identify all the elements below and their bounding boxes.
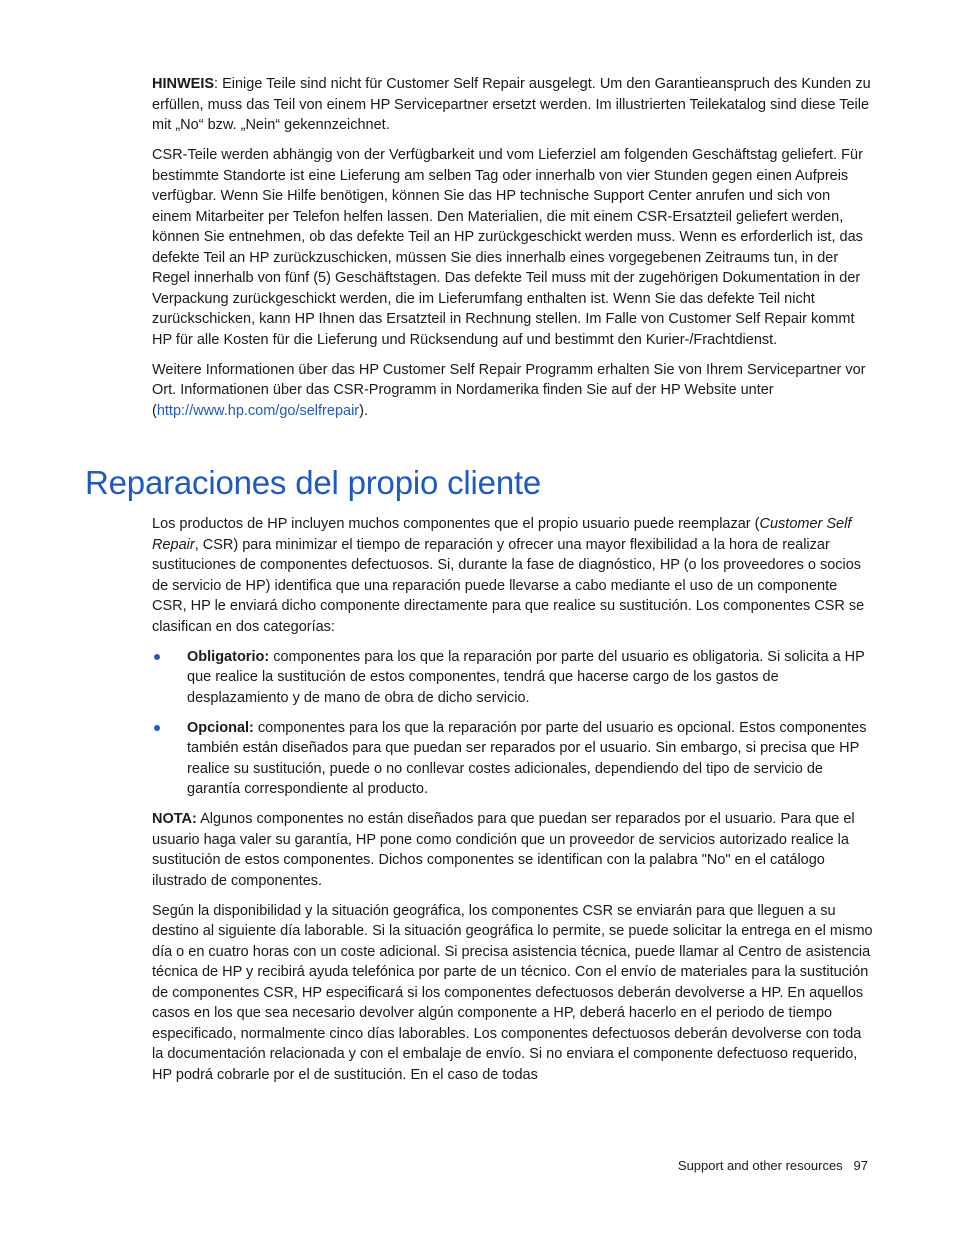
nota-label: NOTA:: [152, 811, 197, 827]
availability-paragraph: Según la disponibilidad y la situación geográfica, los componentes CSR se enviarán para que lleguen a su destino al siguiente día laborable. Si la situación geográfica lo permite, se puede solicitar la entrega en el mismo día o en cuatro horas con un coste adicional. Si precisa asistencia técnica, puede llamar al Centro de asistencia técnica de HP y recibirá ayuda telefónica por parte de un técnico. Con el envío de materiales para la sustitución de componentes CSR, HP especificará si los componentes defectuosos deberán devolverse a HP. En aquellos casos en los que sea necesario devolver algún componente a HP, deberá hacerlo en el periodo de tiempo especificado, normalmente cinco días laborables. Los componentes defectuosos deberán devolverse con toda la documentación relacionada y con el embalaje de envío. Si no enviara el componente defectuoso requerido, HP podrá cobrarle por el de sustitución. En el caso de todas: [152, 902, 873, 1083]
intro-italic: Customer Self Repair: [152, 516, 852, 553]
intro-text-a: Los productos de HP incluyen muchos componentes que el propio usuario puede reemplazar (: [152, 516, 760, 532]
more-info-end: ).: [359, 402, 368, 419]
list-item: [152, 647, 874, 709]
spanish-section: [152, 514, 874, 1095]
bullet-label: Obligatorio:: [187, 648, 270, 665]
page-number: 97: [853, 1158, 868, 1173]
footer-section-title: Support and other resources: [677, 1158, 843, 1173]
selfrepair-link[interactable]: http://www.hp.com/go/selfrepair: [156, 402, 360, 419]
hinweis-note: [152, 74, 872, 136]
page-footer: [678, 1158, 868, 1173]
more-info-text: Weitere Informationen über das HP Customer Self Repair Programm erhalten Sie von Ihrem Servicepartner vor Ort. Informationen über das CSR-Programm in Nordamerika finden Sie auf der HP Website unter (: [152, 361, 866, 419]
list-item: [152, 718, 874, 800]
delivery-paragraph: CSR-Teile werden abhängig von der Verfügbarkeit und vom Lieferziel am folgenden Geschäftstag geliefert. Für bestimmte Standorte ist eine Lieferung am selben Tag oder innerhalb von vier Stunden gegen einen Aufpreis verfügbar. Wenn Sie Hilfe benötigen, können Sie das HP technische Support Center anrufen und sich von einem Mitarbeiter per Telefon helfen lassen. Den Materialien, die mit einem CSR-Ersatzteil geliefert werden, können Sie entnehmen, ob das defekte Teil an HP zurückgeschickt werden muss. Wenn es erforderlich ist, das defekte Teil an HP zurückzuschicken, müssen Sie dies innerhalb eines vorgegebenen Zeitraums tun, in der Regel innerhalb von fünf (5) Geschäftstagen. Das defekte Teil muss mit der zugehörigen Dokumentation in der Verpackung zurückgeschickt werden, die im Lieferumfang enthalten ist. Wenn Sie das defekte Teil nicht zurückschicken, kann HP Ihnen das Ersatzteil in Rechnung stellen. Im Falle von Customer Self Repair kommt HP für alle Kosten für die Lieferung und Rücksendung auf und bestimmt den Kurier-/Frachtdienst.: [152, 147, 863, 348]
bullet-text: componentes para los que la reparación por parte del usuario es opcional. Estos componentes también están diseñados para que puedan ser reparados por el usuario. Sin embargo, si precisa que HP realice su sustitución, puede o no conllevar costes adicionales, dependiendo del tipo de servicio de garantía correspondiente al producto.: [187, 719, 867, 797]
bullet-label: Opcional:: [187, 719, 254, 736]
bullet-icon: [154, 654, 160, 660]
intro-paragraph: [152, 514, 874, 637]
hinweis-label: HINWEIS: [152, 76, 215, 92]
bullet-icon: [154, 725, 160, 731]
more-info-paragraph: [152, 360, 872, 422]
hinweis-text: : Einige Teile sind nicht für Customer Self Repair ausgelegt. Um den Garantieanspruch des Kunden zu erfüllen, muss das Teil von einem HP Servicepartner ersetzt werden. Im illustrierten Teilekatalog sind diese Teile mit „No“ bzw. „Nein“ gekennzeichnet.: [152, 76, 871, 133]
german-section: [152, 74, 872, 431]
bullet-text: componentes para los que la reparación por parte del usuario es obligatoria. Si solicita a HP que realice la sustitución de estos componentes, tendrá que hacerse cargo de los gastos de desplazamiento y de mano de obra de dicho servicio.: [187, 648, 865, 706]
nota-note: [152, 809, 874, 891]
intro-text-b: , CSR) para minimizar el tiempo de reparación y ofrecer una mayor flexibilidad a la hora de realizar sustituciones de componentes defectuosos. Si, durante la fase de diagnóstico, HP (o los proveedores o socios de servicio de HP) identifica que una reparación puede llevarse a cabo mediante el uso de un componente CSR, HP le enviará dicho componente directamente para que realice su sustitución. Los componentes CSR se clasifican en dos categorías:: [152, 536, 865, 635]
category-list: [152, 647, 874, 800]
nota-text: Algunos componentes no están diseñados para que puedan ser reparados por el usuario. Para que el usuario haga valer su garantía, HP pone como condición que un proveedor de servicios autorizado realice la sustitución de estos componentes. Dichos componentes se identifican con la palabra "No" en el catálogo ilustrado de componentes.: [152, 811, 855, 889]
section-heading: Reparaciones del propio cliente: [85, 464, 542, 501]
